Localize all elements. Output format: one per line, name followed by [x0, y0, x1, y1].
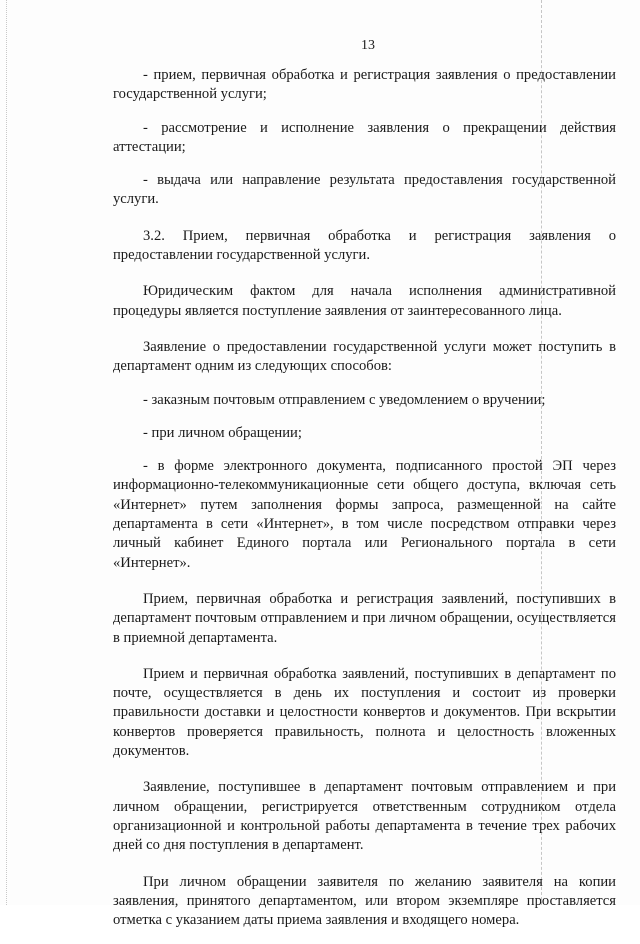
paragraph: - прием, первичная обработка и регистрация заявления о предоставлении государственной услуги; — [113, 67, 616, 103]
paragraph: При личном обращении заявителя по желанию заявителя на копии заявления, принятого департаментом, или втором экземпляре проставляется отметка с указанием даты приема заявления и входящего номера. — [113, 873, 616, 929]
list-item: - заказным почтовым отправлением с уведомлением о вручении; — [143, 391, 546, 408]
list-item: - при личном обращении; — [143, 424, 302, 441]
section-heading: 3.2. Прием, первичная обработка и регистрация заявления о предоставлении государственной услуги. — [113, 227, 616, 264]
paragraph: Прием и первичная обработка заявлений, поступивших в департамент по почте, осуществляется в день их поступления и состоит из проверки правильности доставки и целостности конвертов и документов. При вскрытии конвертов проверяется правильность, полнота и целостность вложенных документов. — [113, 665, 616, 760]
paragraph: Прием, первичная обработка и регистрация заявлений, поступивших в департамент почтовым отправлением и при личном обращении, осуществляется в приемной департамента. — [113, 590, 616, 646]
list-item: - в форме электронного документа, подписанного простой ЭП через информационно-телекоммуникационные сети общего доступа, включая сеть «Интернет» путем заполнения формы запроса, размещенной на сайте департамента в сети «Интернет», в том числе посредством отправки через личный кабинет Единого портала или Регионального портала в сети «Интернет». — [113, 458, 616, 571]
paragraph: Заявление, поступившее в департамент почтовым отправлением и при личном обращении, регистрируется ответственным сотрудником отдела организационной и контрольной работы департамента в течение трех рабочих дней со дня поступления в департамент. — [113, 779, 616, 854]
page-number: 13 — [361, 38, 375, 53]
document-body — [113, 66, 616, 944]
paragraph: Юридическим фактом для начала исполнения административной процедуры является поступление заявления от заинтересованного лица. — [113, 283, 616, 319]
paragraph: - выдача или направление результата предоставления государственной услуги. — [113, 172, 616, 208]
paragraph: Заявление о предоставлении государственной услуги может поступить в департамент одним из следующих способов: — [113, 338, 616, 375]
paragraph: - рассмотрение и исполнение заявления о прекращении действия аттестации; — [113, 119, 616, 155]
scan-edge — [6, 0, 7, 905]
